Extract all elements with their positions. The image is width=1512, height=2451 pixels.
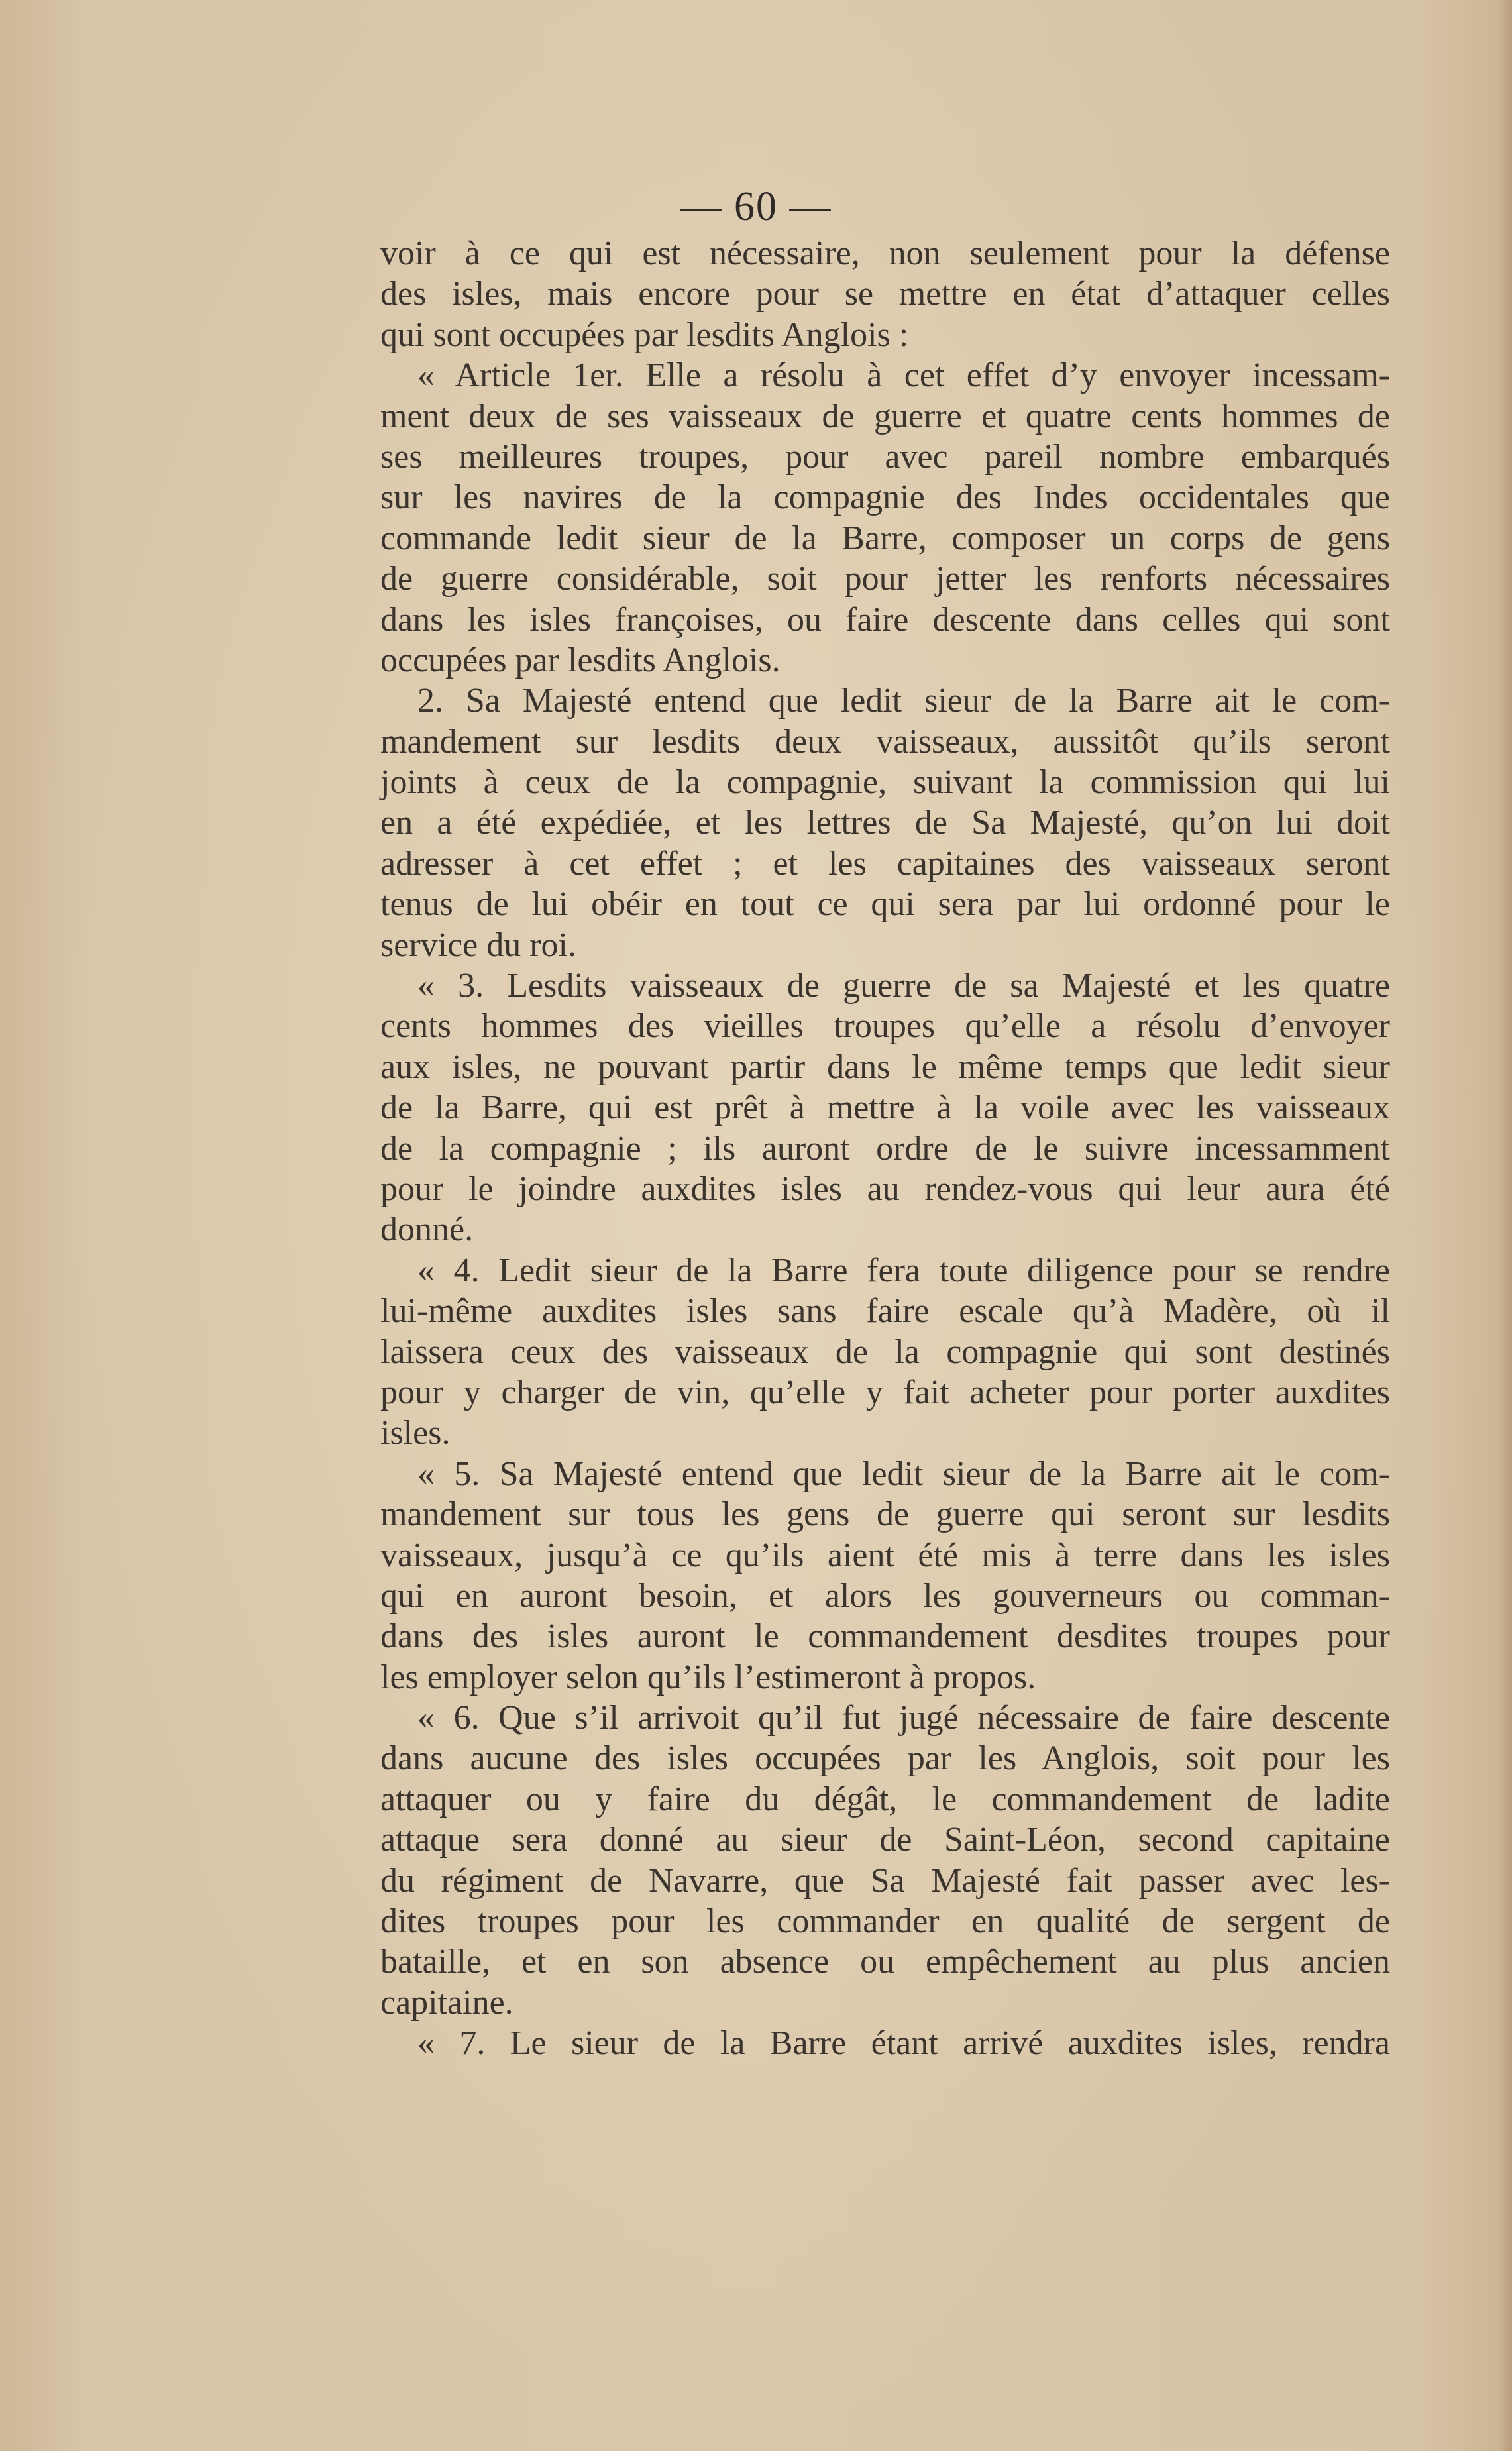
text-line: « 5. Sa Majesté entend que ledit sieur de la Barre ait le com- [417,1454,1390,1493]
text-line: occupées par lesdits Anglois. [380,641,781,679]
text-line: qui en auront besoin, et alors les gouverneurs ou comman- [380,1576,1390,1615]
text-line: pour le joindre auxdites isles au rendez-vous qui leur aura été [380,1170,1390,1208]
text-line: mandement sur tous les gens de guerre qui seront sur lesdits [380,1496,1390,1534]
text-line: laissera ceux des vaisseaux de la compagnie qui sont destinés [380,1333,1390,1371]
text-line: ses meilleures troupes, pour avec pareil nombre embarqués [380,437,1390,476]
page-number: — 60 — [680,184,832,229]
text-line: « 4. Ledit sieur de la Barre fera toute diligence pour se rendre [417,1251,1390,1289]
text-line: vaisseaux, jusqu’à ce qu’ils aient été mis à terre dans les isles [380,1536,1390,1574]
text-line: de la compagnie ; ils auront ordre de le suivre incessamment [380,1129,1390,1168]
text-line: dans les isles françoises, ou faire descente dans celles qui sont [380,600,1390,639]
text-line: donné. [380,1211,474,1249]
text-line: service du roi. [380,926,577,964]
text-line: pour y charger de vin, qu’elle y fait acheter pour porter auxdites [380,1373,1390,1411]
text-line: dans des isles auront le commandement desdites troupes pour [380,1617,1390,1656]
text-line: les employer selon qu’ils l’estimeront à propos. [380,1658,1036,1696]
text-line: 2. Sa Majesté entend que ledit sieur de la Barre ait le com- [417,682,1390,720]
text-line: en a été expédiée, et les lettres de Sa Majesté, qu’on lui doit [380,804,1390,842]
text-line: dites troupes pour les commander en qualité de sergent de [380,1902,1390,1941]
text-line: « 6. Que s’il arrivoit qu’il fut jugé nécessaire de faire descente [417,1699,1390,1737]
text-line: dans aucune des isles occupées par les Anglois, soit pour les [380,1739,1390,1778]
text-line: de guerre considérable, soit pour jetter les renforts nécessaires [380,560,1390,598]
page-edge-shadow [1497,0,1512,2451]
text-line: « 3. Lesdits vaisseaux de guerre de sa Majesté et les quatre [417,967,1390,1005]
text-line: voir à ce qui est nécessaire, non seulement pour la défense [380,235,1390,272]
text-line: « 7. Le sieur de la Barre étant arrivé auxdites isles, rendra [417,2024,1390,2063]
text-line: des isles, mais encore pour se mettre en état d’attaquer celles [380,275,1390,313]
text-line: attaque sera donné au sieur de Saint-Léon, second capitaine [380,1821,1390,1859]
text-line: cents hommes des vieilles troupes qu’elle a résolu d’envoyer [380,1007,1390,1046]
text-line: capitaine. [380,1983,513,2022]
text-line: bataille, et en son absence ou empêchement au plus ancien [380,1943,1390,1981]
text-line: qui sont occupées par lesdits Anglois : [380,315,909,354]
text-line: commande ledit sieur de la Barre, composer un corps de gens [380,519,1390,557]
text-line: isles. [380,1414,451,1452]
text-line: sur les navires de la compagnie des Indes occidentales que [380,478,1390,517]
body-text [380,233,1390,2064]
text-line: adresser à cet effet ; et les capitaines des vaisseaux seront [380,844,1390,883]
text-line: de la Barre, qui est prêt à mettre à la voile avec les vaisseaux [380,1089,1390,1127]
text-line: lui-même auxdites isles sans faire escale qu’à Madère, où il [380,1292,1390,1331]
text-line: « Article 1er. Elle a résolu à cet effet d’y envoyer incessam- [417,356,1390,395]
text-line: attaquer ou y faire du dégât, le commandement de ladite [380,1780,1390,1818]
text-line: ment deux de ses vaisseaux de guerre et quatre cents hommes de [380,397,1390,435]
text-line: tenus de lui obéir en tout ce qui sera par lui ordonné pour le [380,885,1390,924]
text-line: joints à ceux de la compagnie, suivant la commission qui lui [380,763,1390,802]
text-line: aux isles, ne pouvant partir dans le même temps que ledit sieur [380,1048,1390,1086]
text-line: mandement sur lesdits deux vaisseaux, aussitôt qu’ils seront [380,722,1390,761]
text-line: du régiment de Navarre, que Sa Majesté fait passer avec les- [380,1861,1390,1900]
